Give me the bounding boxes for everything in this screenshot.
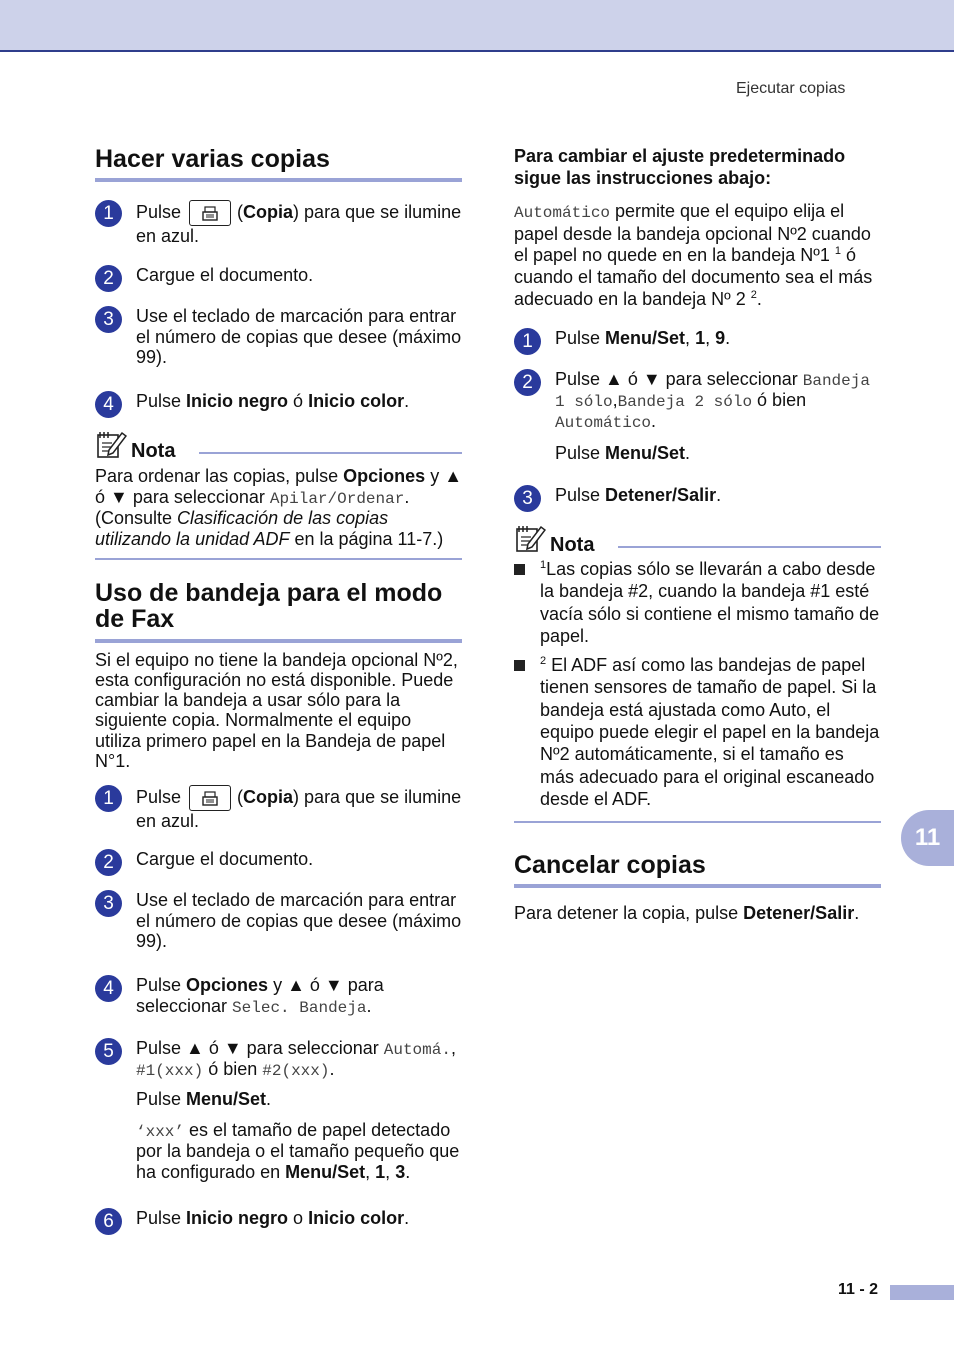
step-number: 3 — [95, 306, 122, 333]
section-rule — [514, 884, 881, 888]
nota-bullet-2: $^2$ El ADF así como las bandejas de papel tienen sensores de tamaño de papel. Si la bandeja está ajustada como Auto, el equipo puede elegir el papel en la bandeja Nº2 automáticamente, si el tamaño es más adecuado para el original escaneado desde el ADF. — [514, 654, 881, 810]
running-head: Ejecutar copias — [736, 80, 846, 97]
intro-text: Automático permite que el equipo elija el papel desde la bandeja opcional Nº2 cuando el papel no quede en en la bandeja Nº1 $^1$ ó cuando el tamaño del documento sea el más adecuado en la bandeja Nº 2 $^2$. — [514, 201, 873, 310]
step-number: 3 — [514, 485, 541, 512]
step-number: 2 — [95, 849, 122, 876]
step-5-menuset: Pulse Menu/Set. — [136, 1089, 272, 1110]
step-2-menuset: Pulse Menu/Set. — [555, 442, 691, 463]
step-number: 5 — [95, 1038, 122, 1065]
step-number: 2 — [514, 369, 541, 396]
folio-bar — [890, 1285, 954, 1300]
step-number: 3 — [95, 890, 122, 917]
section-intro: Si el equipo no tiene la bandeja opcional Nº2, esta configuración no está disponible. Puede cambiar la bandeja a usar sólo para la siguiente copia. Normalmente el equipo utiliza primero papel en la Bandeja de papel N°1. — [95, 650, 458, 771]
nota-rule — [618, 546, 881, 548]
step-number: 4 — [95, 975, 122, 1002]
bullet-square-icon — [514, 660, 525, 671]
nota-label: Nota — [550, 534, 595, 556]
nota-bullet-1: $^1$Las copias sólo se llevarán a cabo desde la bandeja #2, cuando la bandeja #1 esté vacía sólo si contiene el mismo tamaño de papel. — [514, 558, 881, 647]
section-rule — [95, 639, 462, 643]
step-2: 2 Pulse ▲ ó ▼ para seleccionar Bandeja 1 sólo,Bandeja 2 sólo ó bien Automático. Pulse Menu/Set. — [514, 369, 881, 463]
note-pencil-icon — [95, 430, 127, 460]
step-1: 1 Pulse (Copia) para que se ilumine en azul. — [95, 200, 462, 247]
header-band — [0, 0, 954, 52]
cancel-text: Para detener la copia, pulse Detener/Salir. — [514, 903, 860, 923]
bullet-square-icon — [514, 564, 525, 575]
nota-label: Nota — [131, 440, 176, 462]
step-2: 2 Cargue el documento. — [95, 849, 462, 870]
step-number: 6 — [95, 1208, 122, 1235]
copy-key-icon — [189, 200, 231, 226]
step-number: 1 — [95, 200, 122, 227]
nota-bottom-rule — [514, 821, 881, 823]
step-number: 2 — [95, 265, 122, 292]
nota-rule — [199, 452, 462, 454]
step-4: 4 Pulse Opciones y ▲ ó ▼ para seleccionar Selec. Bandeja. — [95, 975, 462, 1017]
page-number: 11 - 2 — [838, 1281, 879, 1298]
step-number: 4 — [95, 391, 122, 418]
subheading: Para cambiar el ajuste predeterminado sigue las instrucciones abajo: — [514, 146, 846, 188]
section-title-uso-de-bandeja: Uso de bandeja para el modo de Fax — [95, 579, 443, 634]
step-3: 3 Use el teclado de marcación para entrar el número de copias que desee (máximo 99). — [95, 890, 462, 952]
chapter-tab: 11 — [901, 810, 954, 866]
nota-text: Para ordenar las copias, pulse Opciones y ▲ ó ▼ para seleccionar Apilar/Ordenar. (Consulte Clasificación de las copias utilizando la unidad ADF en la página 11-7.) — [95, 466, 463, 549]
note-pencil-icon — [514, 524, 546, 554]
step-3: 3 Use el teclado de marcación para entrar el número de copias que desee (máximo 99). — [95, 306, 462, 368]
step-5: 5 Pulse ▲ ó ▼ para seleccionar Automá., #1(xxx) ó bien #2(xxx). Pulse Menu/Set. ‘xxx’ es el tamaño de papel detectado por la bandeja o el tamaño pequeño que ha configurado en Menu/Set, 1, 3. — [95, 1038, 462, 1182]
step-number: 1 — [95, 785, 122, 812]
section-rule — [95, 178, 462, 182]
nota-bottom-rule — [95, 558, 462, 560]
nota-header — [95, 436, 462, 468]
step-1: 1 Pulse (Copia) para que se ilumine en azul. — [95, 785, 462, 832]
step-4: 4 Pulse Inicio negro ó Inicio color. — [95, 391, 462, 412]
step-3: 3 Pulse Detener/Salir. — [514, 485, 881, 506]
section-title-hacer-varias-copias: Hacer varias copias — [95, 145, 330, 173]
step-2: 2 Cargue el documento. — [95, 265, 462, 286]
step-6: 6 Pulse Inicio negro o Inicio color. — [95, 1208, 462, 1229]
step-1: 1 Pulse Menu/Set, 1, 9. — [514, 328, 881, 349]
copy-key-icon — [189, 785, 231, 811]
step-number: 1 — [514, 328, 541, 355]
step-5-xxx-note: ‘xxx’ es el tamaño de papel detectado por la bandeja o el tamaño pequeño que ha configurado en Menu/Set, 1, 3. — [136, 1119, 460, 1182]
section-title-cancelar-copias: Cancelar copias — [514, 851, 706, 879]
